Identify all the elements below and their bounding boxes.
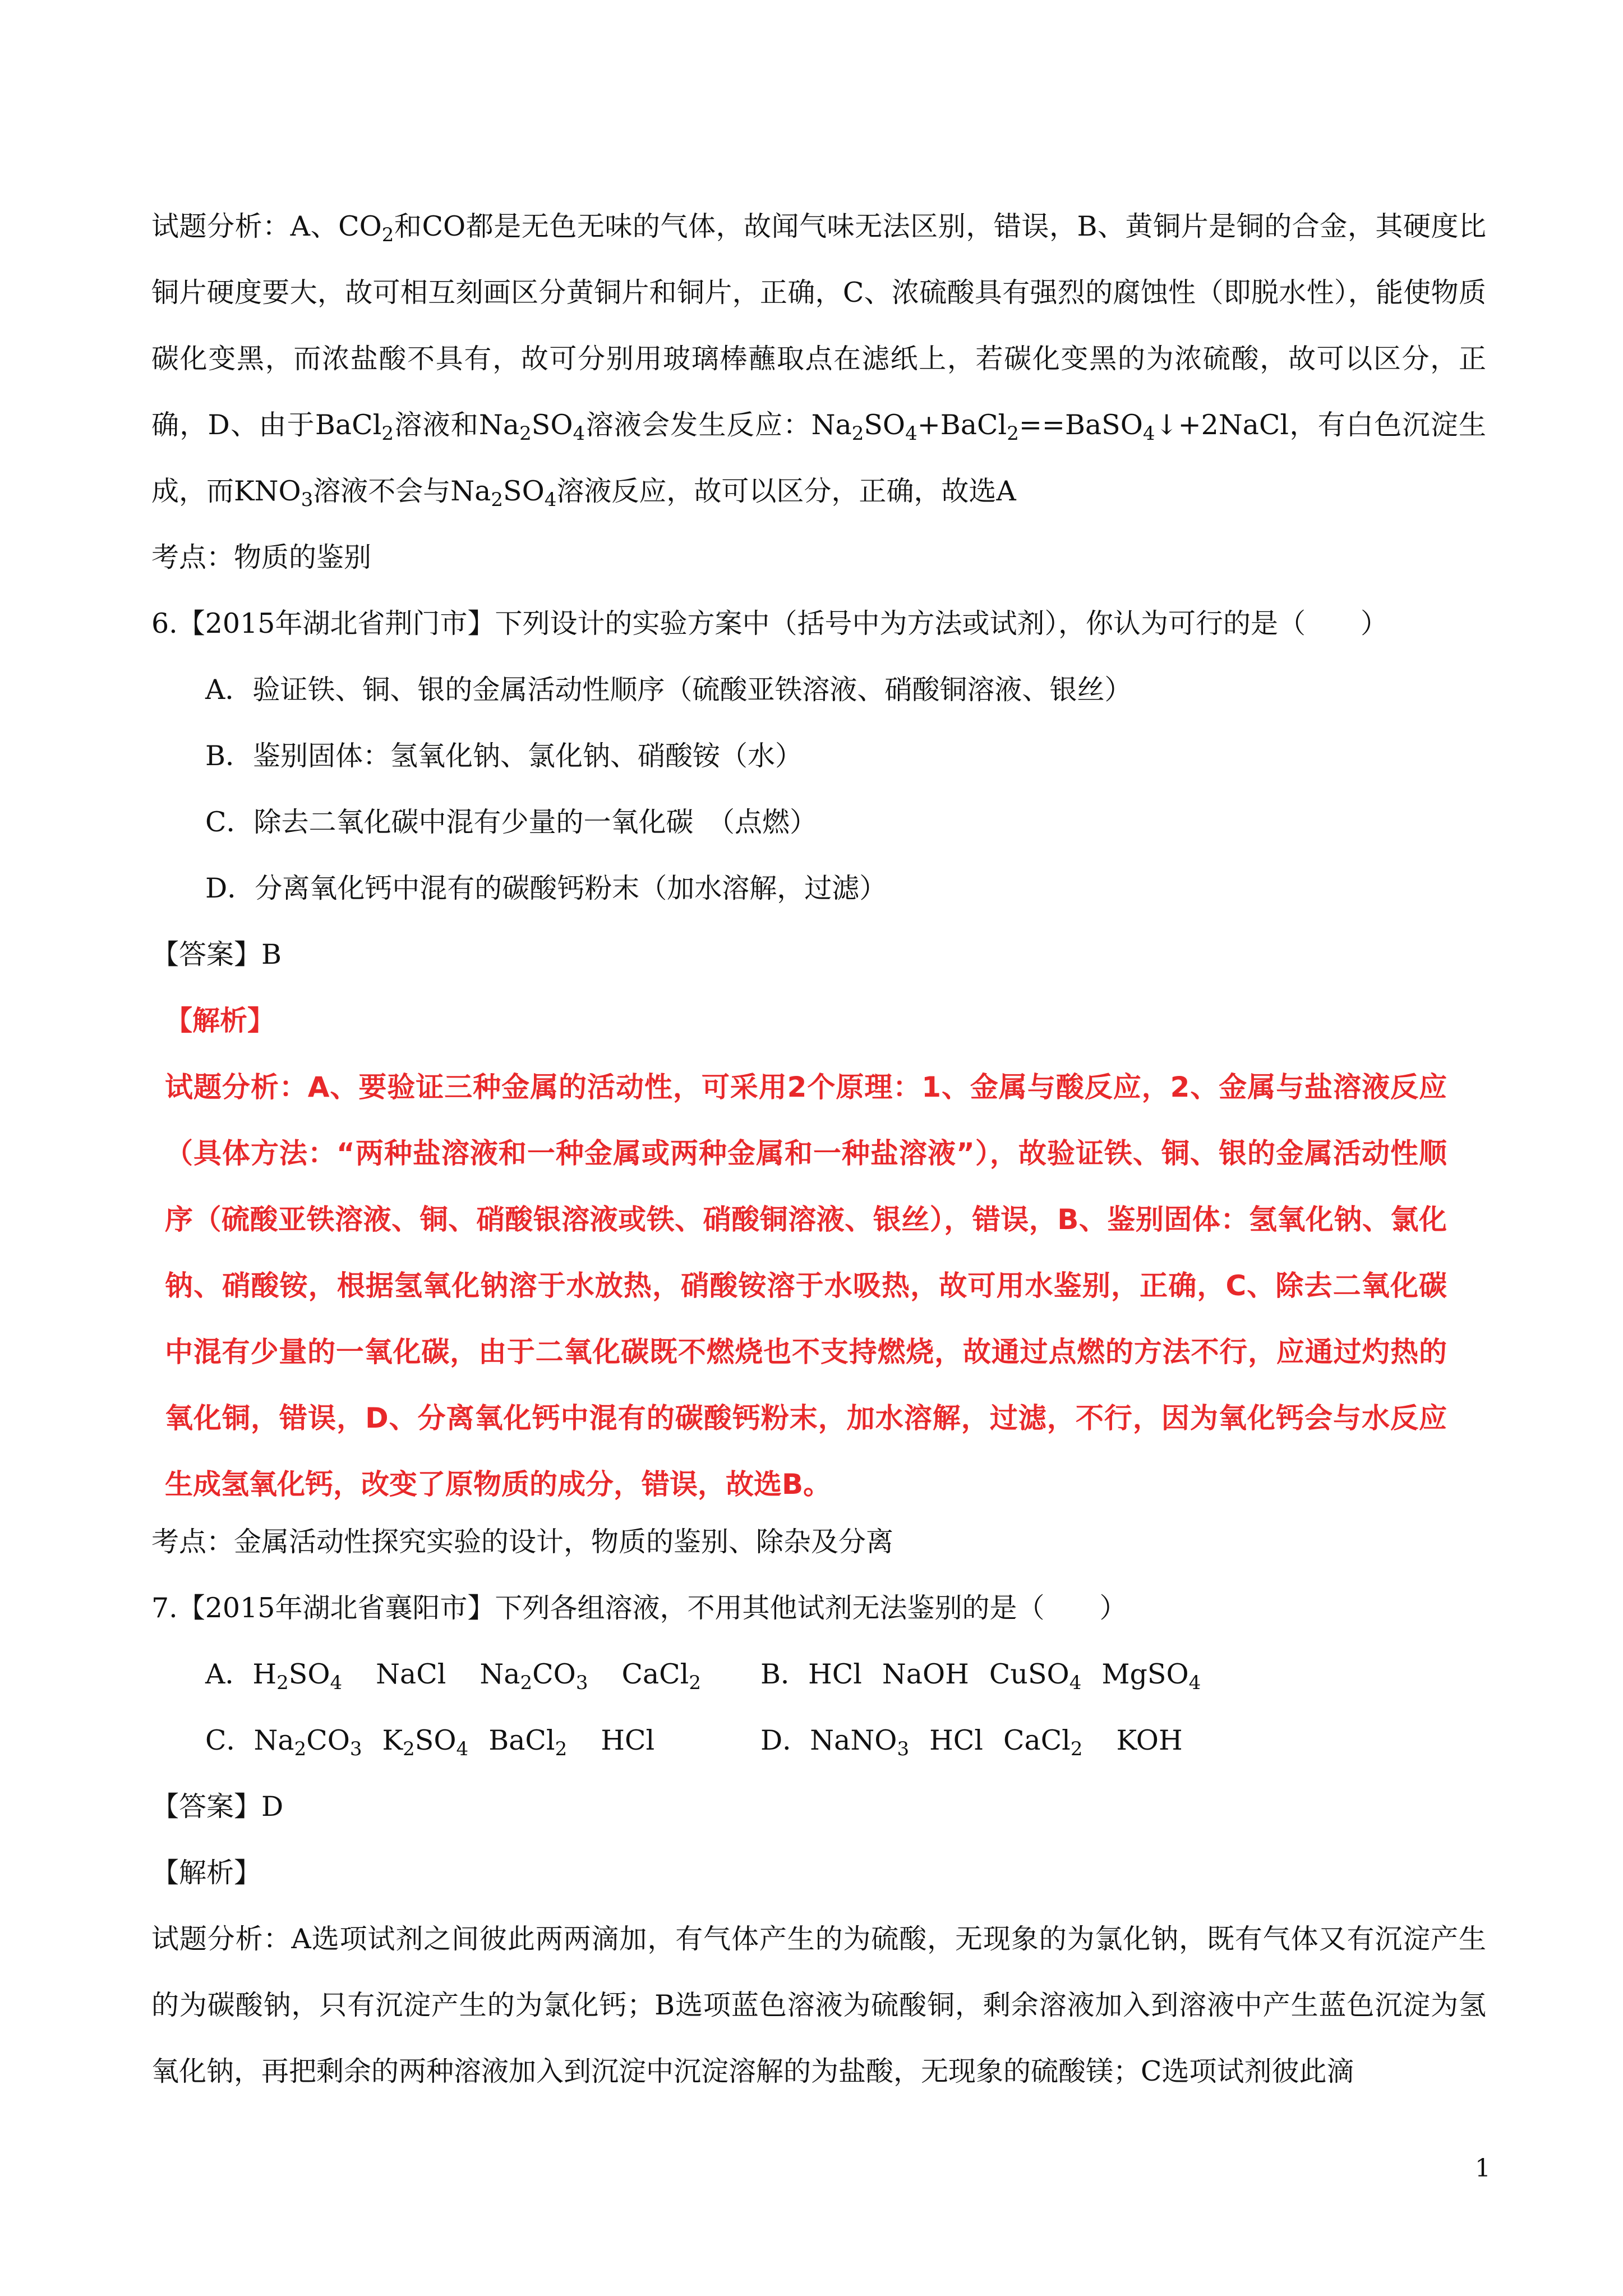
q7-analysis-text: 试题分析：A选项试剂之间彼此两两滴加，有气体产生的为硫酸，无现象的为氯化钠，既有气体又有沉淀产生的为碳酸钠，只有沉淀产生的为氯化钙；B选项蓝色溶液为硫酸铜，剩余溶液加入到溶液中产生蓝色沉淀为氢氧化钠，再把剩余的两种溶液加入到沉淀中沉淀溶解的为盐酸，无现象的硫酸镁；C选项试剂彼此滴	[151, 1923, 1486, 2087]
q7-option-d: D．NaNO$_3$ HCl CaCl$_2$ KOH	[760, 1724, 1183, 1760]
q7-option-a: A．$H_2SO_4$ NaCl $Na_2CO_3$ CaCl$_2$	[205, 1658, 701, 1694]
q6-analysis-title: 【解析】	[165, 1005, 275, 1037]
q5-analysis-text: 试题分析：A、$CO_2$和CO都是无色无味的气体，故闻气味无法区别，错误，B、黄铜片是铜的合金，其硬度比铜片硬度要大，故可相互刻画区分黄铜片和铜片，正确，C、浓硫酸具有强烈的腐蚀性（即脱水性），能使物质碳化变黑，而浓盐酸不具有，故可分别用玻璃棒蘸取点在滤纸上，若碳化变黑的为浓硫酸，故可以区分，正确，D、由于BaCl$_2$溶液和$Na_2SO_4$溶液会发生反应：$Na_2SO_4+BaCl_2==BaSO_4↓+2NaCl$，有白色沉淀生成，而$KNO_3$溶液不会与$Na_2SO_4$溶液反应，故可以区分，正确，故选A	[151, 210, 1487, 511]
q7-answer: 【答案】D	[151, 1791, 284, 1823]
q7-block	[151, 1575, 1486, 2105]
q6-stem: 6.【2015年湖北省荆门市】下列设计的实验方案中（括号中为方法或试剂），你认为可行的是（ ）	[151, 608, 1388, 639]
q5-analysis	[151, 194, 1486, 524]
q7-option-b: B．HCl NaOH CuSO$_4$ MgSO$_4$	[760, 1658, 1201, 1694]
q6-option-a: A．验证铁、铜、银的金属活动性顺序（硫酸亚铁溶液、硝酸铜溶液、银丝）	[205, 674, 1132, 706]
q7-analysis-title: 【解析】	[151, 1857, 262, 1889]
q6-option-b: B．鉴别固体：氢氧化钠、氯化钠、硝酸铵（水）	[205, 740, 803, 772]
q6-answer: 【答案】B	[151, 938, 282, 970]
q6-block	[151, 591, 1486, 1517]
q7-option-c: C．$Na_2CO_3$ $K_2SO_4$ BaCl$_2$ HCl	[205, 1724, 655, 1760]
q7-stem: 7.【2015年湖北省襄阳市】下列各组溶液，不用其他试剂无法鉴别的是（ ）	[151, 1592, 1127, 1624]
q5-kaodian: 考点：物质的鉴别	[151, 541, 372, 573]
q6-kaodian: 考点：金属活动性探究实验的设计，物质的鉴别、除杂及分离	[151, 1526, 894, 1558]
q6-option-d: D．分离氧化钙中混有的碳酸钙粉末（加水溶解，过滤）	[205, 872, 887, 904]
q6-option-c: C．除去二氧化碳中混有少量的一氧化碳 （点燃）	[205, 806, 817, 838]
page-number: 1	[1475, 2154, 1491, 2183]
q6-analysis-text: 试题分析：A、要验证三种金属的活动性，可采用2个原理：1、金属与酸反应，2、金属与盐溶液反应（具体方法：“两种盐溶液和一种金属或两种金属和一种盐溶液”），故验证铁、铜、银的金属活动性顺序（硫酸亚铁溶液、铜、硝酸银溶液或铁、硝酸铜溶液、银丝），错误，B、鉴别固体：氢氧化钠、氯化钠、硝酸铵，根据氢氧化钠溶于水放热，硝酸铵溶于水吸热，故可用水鉴别，正确，C、除去二氧化碳中混有少量的一氧化碳，由于二氧化碳既不燃烧也不支持燃烧，故通过点燃的方法不行，应通过灼热的氧化铜，错误，D、分离氧化钙中混有的碳酸钙粉末，加水溶解，过滤，不行，因为氧化钙会与水反应生成氢氧化钙，改变了原物质的成分，错误，故选B。	[165, 1071, 1447, 1501]
q7-options	[151, 1641, 1201, 1774]
